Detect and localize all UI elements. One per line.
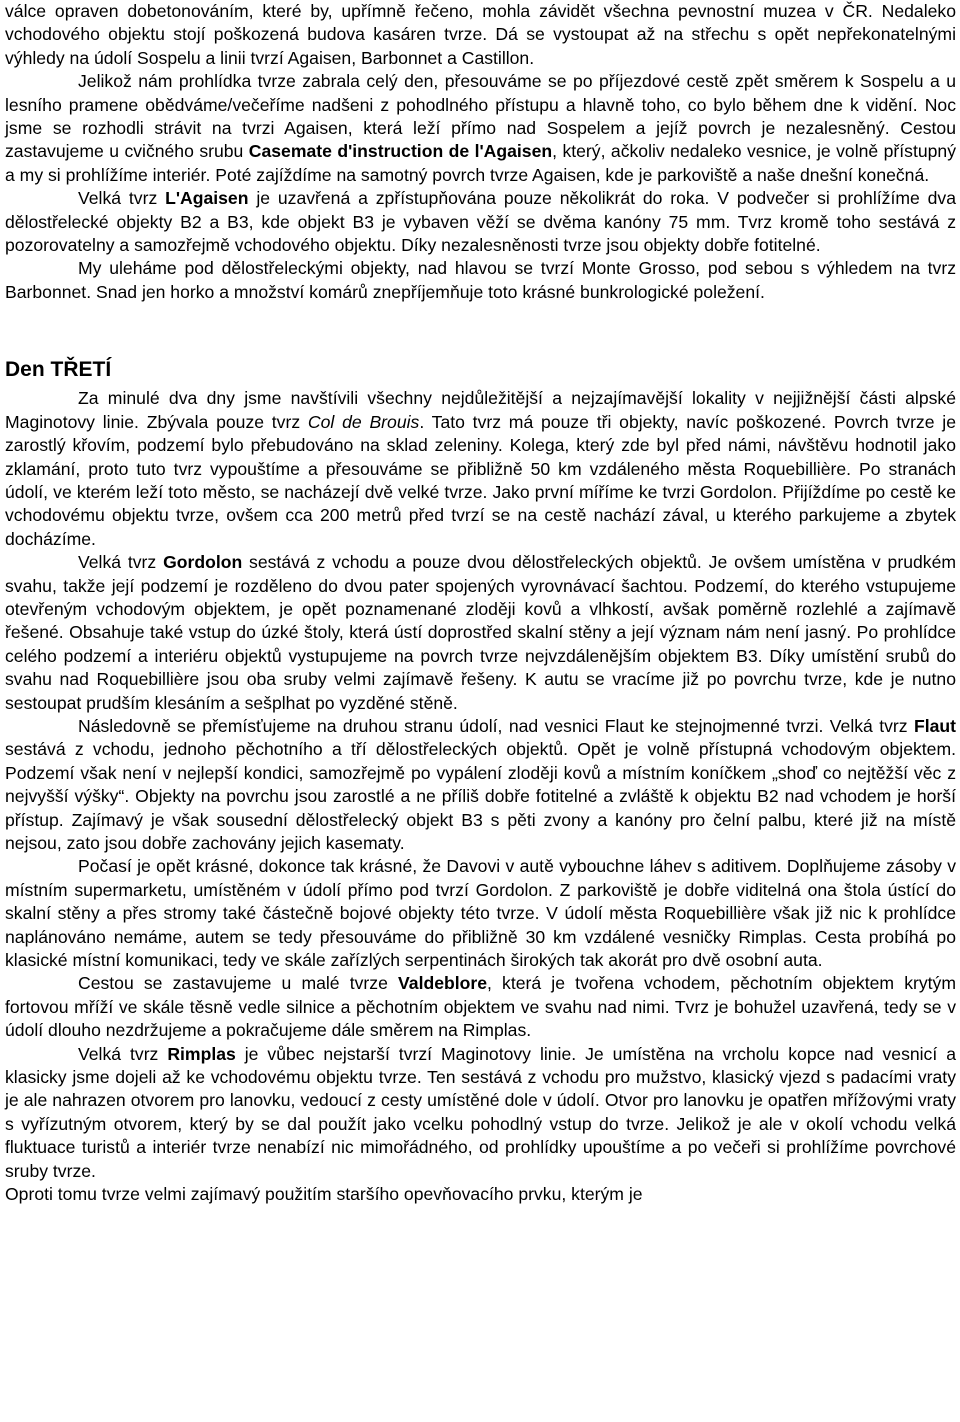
paragraph-7-text-c: sestává z vchodu, jednoho pěchotního a tří dělostřeleckých objektů. Opět je volně přístupná vchodovým objektem. Podzemí však není v nejlepší kondici, samozřejmě po vypálení zloději kovů a místním koníčkem „shoď co nejtěžší věc z nejvyšší výšky“. Objekty na povrchu jsou zarostlé a ne příliš dobře fotitelné a zvláště k objektu B2 nad vchodem je horší přístup. Zajímavý je však sousední dělostřelecký objekt B3 s pěti zvony a kanóny pro čelní palbu, které již na místě nejsou, zato jsou dobře zachovány jejich kasematy. <box>5 739 956 853</box>
paragraph-11-text: Oproti tomu tvrze velmi zajímavý použitím staršího opevňovacího prvku, kterým je <box>5 1184 643 1205</box>
paragraph-8 <box>5 855 956 972</box>
paragraph-4-text: My uleháme pod dělostřeleckými objekty, nad hlavou se tvrzí Monte Grosso, pod sebou s výhledem na tvrz Barbonnet. Snad jen horko a množství komárů znepříjemňuje toto krásné bunkrologické poležení. <box>5 258 956 302</box>
paragraph-10-text-c: je vůbec nejstarší tvrzí Maginotovy linie. Je umístěna na vrcholu kopce nad vesnicí a klasicky jsme dojeli až ke vchodovému objektu tvrze. Ten sestává z vchodu pro mužstvo, klasický vjezd s padacími vraty je ale nahrazen otvorem pro lanovku, vedoucí z cesty umístěné dole v údolí. Otvor pro lanovku je opatřen mřížovými vraty s vyřízutným otvorem, který by se dal použít jako vcelku pohodlný vstup do tvrze. Jelikož je ale v okolí vchodu velká fluktuace turistů a interiér tvrze nenabízí nic mimořádného, od prohlídky upouštíme a po večeři si prohlížíme povrchové sruby tvrze. <box>5 1043 957 1181</box>
col-de-brouis-name: Col de Brouis <box>307 411 420 432</box>
paragraph-1 <box>5 0 956 70</box>
paragraph-5 <box>5 387 956 551</box>
paragraph-4 <box>5 257 956 304</box>
paragraph-3-text-c: je uzavřená a zpřístupňována pouze několikrát do roka. V podvečer si prohlížíme dva dělostřelecké objekty B2 a B3, kde objekt B3 je vybaven věží se dvěma kanóny 75 mm. Tvrz kromě toho sestává z pozorovatelny a samozřejmě vchodového objektu. Díky nezalesněnosti tvrze jsou objekty dobře fotitelné. <box>5 188 956 256</box>
paragraph-6 <box>5 551 956 715</box>
paragraph-5-text-c: . Tato tvrz má pouze tři objekty, navíc poškozené. Povrch tvrze je zarostlý křovím, podzemí bylo přebudováno na sklad zeleniny. Kolega, který zde byl před námi, návštěvu hodnotil jako zklamání, proto tuto tvrz vypouštíme a přesouváme se přibližně 50 km vzdáleného města Roquebillière. Po stranách údolí, ve kterém leží toto město, se nacházejí dvě velké tvrze. Jako první míříme ke tvrzi Gordolon. Přijíždíme po cestě ke vchodovému objektu tvrze, ovšem cca 200 metrů před tvrzí se na cestě nachází zával, u kterého parkujeme a zbytek docházíme. <box>5 411 956 549</box>
casemate-name: Casemate d'instruction de l'Agaisen <box>248 141 553 162</box>
fort-rimplas-name: Rimplas <box>167 1043 236 1064</box>
paragraph-6-text-c: sestává z vchodu a pouze dvou dělostřeleckých objektů. Je ovšem umístěna v prudkém svahu, takže její podzemí je rozděleno do dvou pater spojených vyrovnávací šachtou. Podzemí, do kterého vstupujeme otevřeným vchodovým objektem, je opět poznamenané zloději kovů a vlhkostí, avšak poměrně rozlehlé a zajímavě řešené. Obsahuje také vstup do úzké štoly, která ústí doprostřed skalní stěny a její význam nám není jasný. Po prohlídce celého podzemí a interiéru objektů vystupujeme na povrch tvrze nejvzdálenějším objektem B3. Díky umístění srubů do svahu nad Roquebillière jsou oba sruby velmi zajímavě řešeny. K autu se vracíme již po povrchu tvrze, kde je nutno sestoupat prudším klesáním a sešplhat po vyzděné stěně. <box>5 552 957 713</box>
fort-flaut-name: Flaut <box>913 715 956 736</box>
section-gap <box>5 304 956 357</box>
paragraph-9-text-a: Cestou se zastavujeme u malé tvrze <box>78 973 399 994</box>
paragraph-6-text-a: Velká tvrz <box>78 552 164 573</box>
section-heading: Den TŘETÍ <box>5 358 112 382</box>
fort-agaisen-name: L'Agaisen <box>165 188 249 209</box>
fort-valdeblore-name: Valdeblore <box>398 973 487 994</box>
paragraph-10 <box>5 1043 956 1183</box>
fort-gordolon-name: Gordolon <box>163 552 243 573</box>
paragraph-8-text: Počasí je opět krásné, dokonce tak krásné, že Davovi v autě vybouchne láhev s aditivem. Doplňujeme zásoby v místním supermarketu, umístěném v údolí přímo pod tvrzí Gordolon. Z parkoviště je dobře viditelná ona štola ústící do skalní stěny a přes stromy také částečně bojové objekty této tvrze. V údolí města Roquebillière však již nic k prohlídce naplánováno nemáme, autem se tedy přesouváme do přibližně 30 km vzdálené vesničky Rimplas. Cesta probíhá po klasické místní komunikaci, tedy ve skále zařízlých serpentinách širokých tak akorát pro dvě osobní auta. <box>5 856 956 971</box>
paragraph-3-text-a: Velká tvrz <box>78 188 166 209</box>
paragraph-9 <box>5 972 956 1042</box>
paragraph-2 <box>5 70 956 187</box>
paragraph-7 <box>5 715 956 855</box>
paragraph-3 <box>5 187 956 257</box>
paragraph-9-text-c: , která je tvořena vchodem, pěchotním objektem krytým fortovou mříží ve skále těsně vedle silnice a pěchotním objektem ve svahu nad nimi. Tvrz je bohužel uzavřená, tedy se v údolí dlouho nezdržujeme a pokračujeme dále směrem na Rimplas. <box>5 973 956 1041</box>
paragraph-10-text-a: Velká tvrz <box>78 1043 168 1064</box>
paragraph-7-text-a: Následovně se přemísťujeme na druhou stranu údolí, nad vesnici Flaut ke stejnojmenné tvrzi. Velká tvrz <box>78 715 914 736</box>
paragraph-5-text-a: Za minulé dva dny jsme navštívili všechny nejdůležitější a nejzajímavější lokality v nejjižnější části alpské Maginotovy linie. Zbývala pouze tvrz <box>5 388 956 432</box>
paragraph-2-text-a: Jelikož nám prohlídka tvrze zabrala celý den, přesouváme se po příjezdové cestě zpět směrem k Sospelu a u lesního pramene obědváme/večeříme nadšeni z pohodlného přístupu a hlavně toho, co bylo během dne k vidění. Noc jsme se rozhodli strávit na tvrzi Agaisen, která leží přímo nad Sospelem a jejíž povrch je nezalesněný. Cestou zastavujeme u cvičného srubu <box>5 71 956 162</box>
paragraph-2-text-c: , který, ačkoliv nedaleko vesnice, je volně přístupný a my si prohlížíme interiér. Poté zajíždíme na samotný povrch tvrze Agaisen, kde je parkoviště a naše dnešní konečná. <box>5 141 956 185</box>
paragraph-1-text: válce opraven dobetonováním, které by, upřímně řečeno, mohla závidět všechna pevnostní muzea v ČR. Nedaleko vchodového objektu stojí poškozená budova kasáren tvrze. Dá se vystoupat až na střechu s opět nepřekonatelnými výhledy na údolí Sospelu a linii tvrzí Agaisen, Barbonnet a Castillon. <box>5 1 956 68</box>
paragraph-11 <box>5 1183 956 1206</box>
